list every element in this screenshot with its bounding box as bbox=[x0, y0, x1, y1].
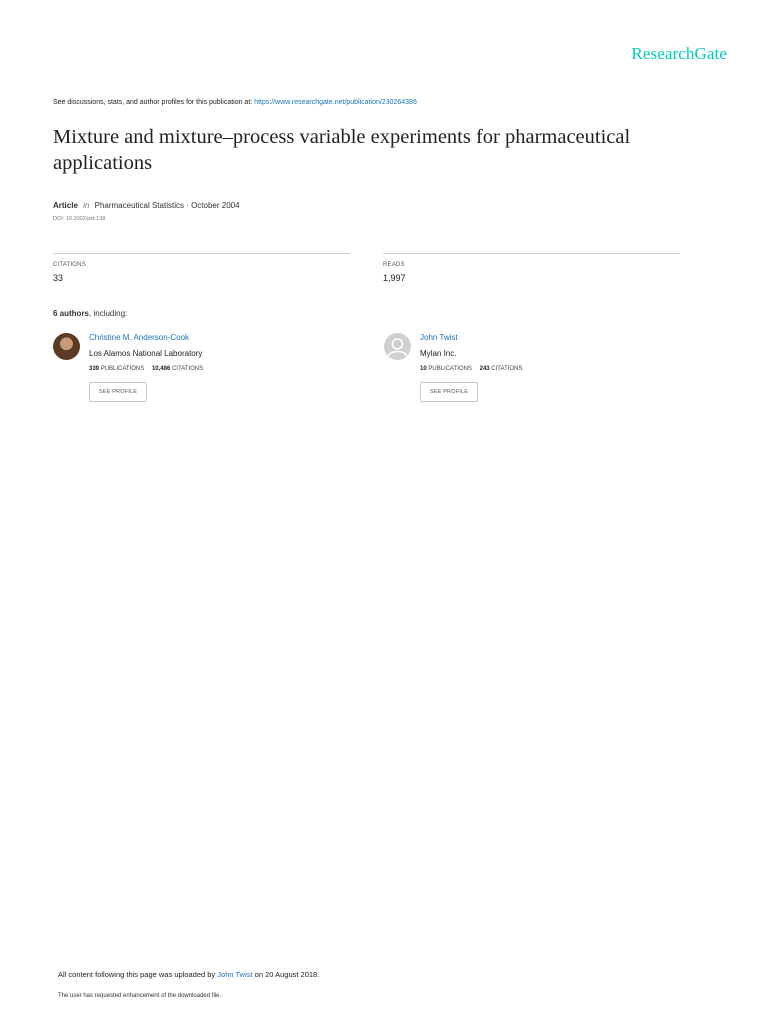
publication-link-line bbox=[53, 99, 417, 106]
publication-url-link[interactable]: https://www.researchgate.net/publication/230264386 bbox=[254, 99, 417, 106]
author-publications-label: PUBLICATIONS bbox=[100, 366, 145, 372]
author-institution: Mylan Inc. bbox=[420, 349, 457, 358]
author-stats bbox=[420, 366, 522, 372]
author-citations-label: CITATIONS bbox=[491, 366, 523, 372]
author-name-link[interactable]: John Twist bbox=[420, 333, 458, 342]
author-name-link[interactable]: Christine M. Anderson-Cook bbox=[89, 333, 190, 342]
citations-label: CITATIONS bbox=[53, 262, 86, 268]
publication-title: Mixture and mixture–process variable experiments for pharmaceutical applications bbox=[53, 126, 631, 174]
avatar[interactable] bbox=[53, 333, 80, 360]
researchgate-logo[interactable]: ResearchGate bbox=[631, 44, 727, 63]
in-word: in bbox=[83, 201, 90, 210]
download-note: The user has requested enhancement of the downloaded file. bbox=[58, 993, 222, 999]
author-publications-label: PUBLICATIONS bbox=[428, 366, 472, 372]
authors-suffix: , including: bbox=[89, 309, 128, 318]
citations-divider bbox=[53, 253, 350, 254]
default-user-icon[interactable] bbox=[384, 333, 411, 360]
see-profile-button[interactable]: SEE PROFILE bbox=[420, 382, 478, 402]
author-citations-count: 243 bbox=[479, 366, 490, 372]
upload-notice bbox=[58, 970, 319, 979]
author-publications-count: 339 bbox=[89, 366, 100, 372]
reads-value: 1,997 bbox=[383, 273, 406, 283]
uploader-link[interactable]: John Twist bbox=[217, 970, 253, 979]
upload-prefix: All content following this page was uploaded by bbox=[58, 970, 218, 979]
publication-type: Article bbox=[53, 201, 78, 210]
reads-divider bbox=[383, 253, 680, 254]
author-citations-count: 10,486 bbox=[151, 366, 171, 372]
author-stats bbox=[89, 366, 203, 372]
author-publications-count: 10 bbox=[420, 366, 427, 372]
reads-label: READS bbox=[383, 262, 405, 268]
authors-summary bbox=[53, 309, 127, 318]
author-institution: Los Alamos National Laboratory bbox=[89, 349, 203, 358]
upload-suffix: on 20 August 2018. bbox=[252, 970, 320, 979]
doi: DOI: 10.1002/pst.138 bbox=[53, 216, 106, 222]
citations-value: 33 bbox=[53, 273, 64, 283]
see-profile-button[interactable]: SEE PROFILE bbox=[89, 382, 147, 402]
author-citations-label: CITATIONS bbox=[171, 366, 204, 372]
publication-meta bbox=[53, 201, 240, 210]
authors-count: 6 authors bbox=[53, 309, 90, 318]
intro-text: See discussions, stats, and author profiles for this publication at: bbox=[53, 99, 255, 106]
venue-date: Pharmaceutical Statistics · October 2004 bbox=[94, 201, 240, 210]
